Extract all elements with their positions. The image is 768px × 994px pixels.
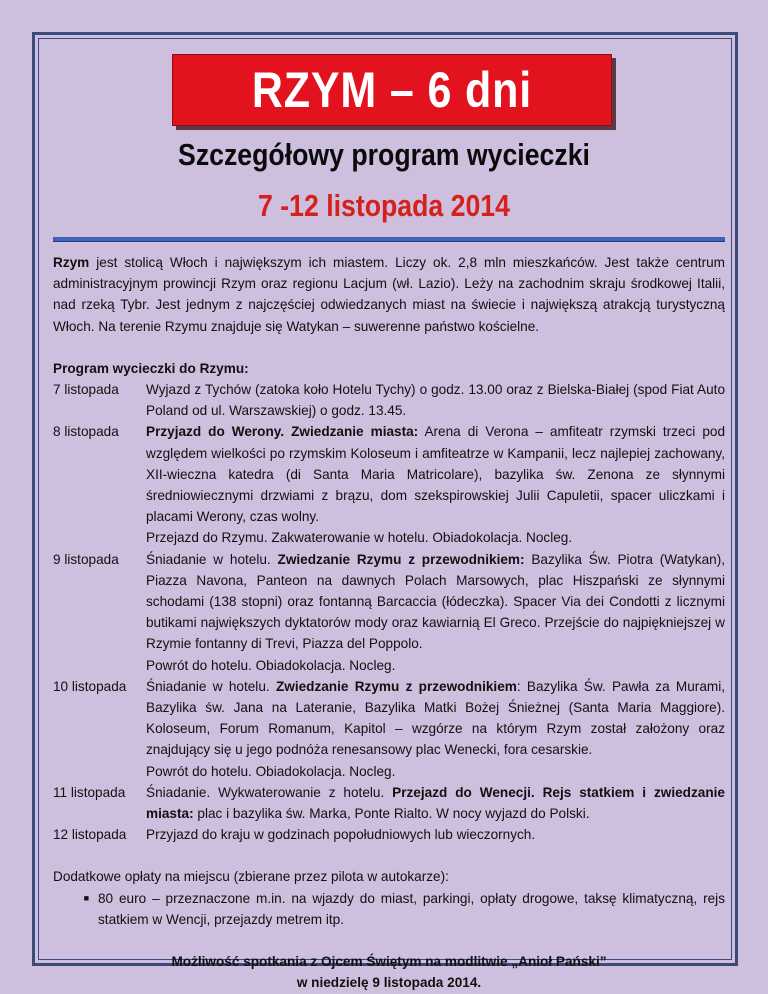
program-day — [53, 421, 725, 548]
program-heading: Program wycieczki do Rzymu: — [53, 360, 249, 376]
extra-fees-heading: Dodatkowe opłaty na miejscu (zbierane przez pilota w autokarze): — [53, 869, 449, 885]
day-description — [146, 421, 725, 548]
day-description — [146, 549, 725, 676]
day-detail: : Bazylika Św. Pawła za Murami, Bazylika św. Jana na Lateranie, Bazylika Matki Bożej Śnieżnej (Santa Maria Maggiore). Koloseum, Forum Romanum, Kapitol – wzgórze na którym Rzym został założony oraz znajdujący się u jego podnóża renesansowy plac Wenecki, fora cesarskie. — [146, 678, 725, 758]
day-pre: Śniadanie w hotelu. — [146, 678, 276, 694]
list-item — [53, 888, 725, 930]
day-date: 8 listopada — [53, 424, 119, 440]
program-day — [53, 676, 725, 782]
document-body — [53, 252, 725, 994]
day-detail: Bazylika Św. Piotra (Watykan), Piazza Navona, Panteon na dawnych Polach Marsowych, plac Hiszpański ze słynnymi schodami (138 stopni) oraz fontanną Barcaccia (łódeczka). Spacer Via dei Condotti z licznymi butikami największych dyktatorów mody oraz kawiarnią El Greco. Przejście do najpiękniejszej w Rzymie fontanny di Trevi, Piazza del Poppolo. — [146, 551, 725, 652]
program-day — [53, 824, 725, 845]
program-day — [53, 379, 725, 421]
day-text-2: Powrót do hotelu. Obiadokolacja. Nocleg. — [146, 657, 396, 673]
day-description — [146, 379, 725, 421]
day-date: 9 listopada — [53, 551, 119, 567]
square-bullet-icon: ■ — [83, 892, 89, 903]
day-text-2: Powrót do hotelu. Obiadokolacja. Nocleg. — [146, 763, 396, 779]
day-text — [146, 676, 725, 761]
day-date: 11 listopada — [53, 784, 126, 800]
extra-fee-text: 80 euro – przeznaczone m.in. na wjazdy do miast, parkingi, opłaty drogowe, taksę klimatyczną, rejs statkiem w Wencji, przejazdy metrem itp. — [98, 890, 725, 927]
day-date: 12 listopada — [53, 827, 127, 843]
day-highlight: Zwiedzanie Rzymu z przewodnikiem — [275, 678, 517, 694]
closing-note — [53, 951, 725, 993]
page-title: RZYM – 6 dni — [251, 62, 533, 118]
day-date: 10 listopada — [53, 678, 127, 694]
day-text — [146, 782, 725, 824]
day-text — [146, 549, 725, 655]
intro-lead: Rzym — [53, 255, 90, 270]
intro-text: jest stolicą Włoch i największym ich miastem. Liczy ok. 2,8 mln mieszkańców. Jest także centrum administracyjnym prowincji Rzym oraz regionu Lacjum (wł. Lazio). Leży na zachodnim skraju środkowej Italii, nad rzeką Tybr. Jest jednym z najczęściej odwiedzanych miast na świecie i największą atrakcją turystyczną Włoch. Na terenie Rzymu znajduje się Watykan – suwerenne państwo kościelne. — [53, 255, 725, 334]
intro-paragraph — [53, 252, 725, 337]
day-text — [146, 421, 725, 527]
program-day — [53, 782, 725, 824]
day-pre: Śniadanie w hotelu. — [146, 551, 278, 567]
day-description — [146, 782, 725, 824]
day-pre: Śniadanie. Wykwaterowanie z hotelu. — [146, 784, 393, 800]
title-banner — [172, 54, 612, 126]
day-detail: Arena di Verona – amfiteatr rzymski trzeci pod względem wielkości po rzymskim Koloseum i amfiteatrze w Kampanii, lecz najlepiej zachowany, XII-wieczna katedra (di Santa Maria Matricolare), bazylika św. Zenona ze słynnymi średniowiecznymi drzwiami z brązu, dom szekspirowskiej Julii Capuletii, spacer uliczkami i placami Werony, czas wolny. — [146, 424, 725, 525]
day-highlight: Zwiedzanie Rzymu z przewodnikiem: — [277, 551, 525, 567]
page-subtitle: Szczegółowy program wycieczki — [178, 137, 590, 172]
day-highlight: Przejazd do Wenecji. Rejs statkiem i zwiedzanie miasta: — [146, 784, 725, 822]
trip-dates: 7 -12 listopada 2014 — [258, 188, 510, 223]
day-highlight: Przyjazd do Werony. Zwiedzanie miasta: — [146, 424, 419, 440]
program-day — [53, 549, 725, 676]
day-text: Wyjazd z Tychów (zatoka koło Hotelu Tychy) o godz. 13.00 oraz z Bielska-Białej (spod Fiat Auto Poland od ul. Warszawskiej) o godz. 13.45. — [146, 382, 725, 419]
day-description — [146, 824, 725, 845]
day-detail: plac i bazylika św. Marka, Ponte Rialto. W nocy wyjazd do Polski. — [193, 806, 590, 822]
header-divider — [53, 237, 725, 242]
day-text-2: Przejazd do Rzymu. Zakwaterowanie w hotelu. Obiadokolacja. Nocleg. — [146, 530, 573, 546]
closing-line-2: w niedzielę 9 listopada 2014. — [296, 975, 482, 991]
closing-line-1: Możliwość spotkania z Ojcem Świętym na modlitwie „Anioł Pański” — [171, 954, 607, 970]
day-text: Przyjazd do kraju w godzinach popołudniowych lub wieczornych. — [146, 827, 536, 843]
day-description — [146, 676, 725, 782]
day-date: 7 listopada — [53, 382, 119, 398]
